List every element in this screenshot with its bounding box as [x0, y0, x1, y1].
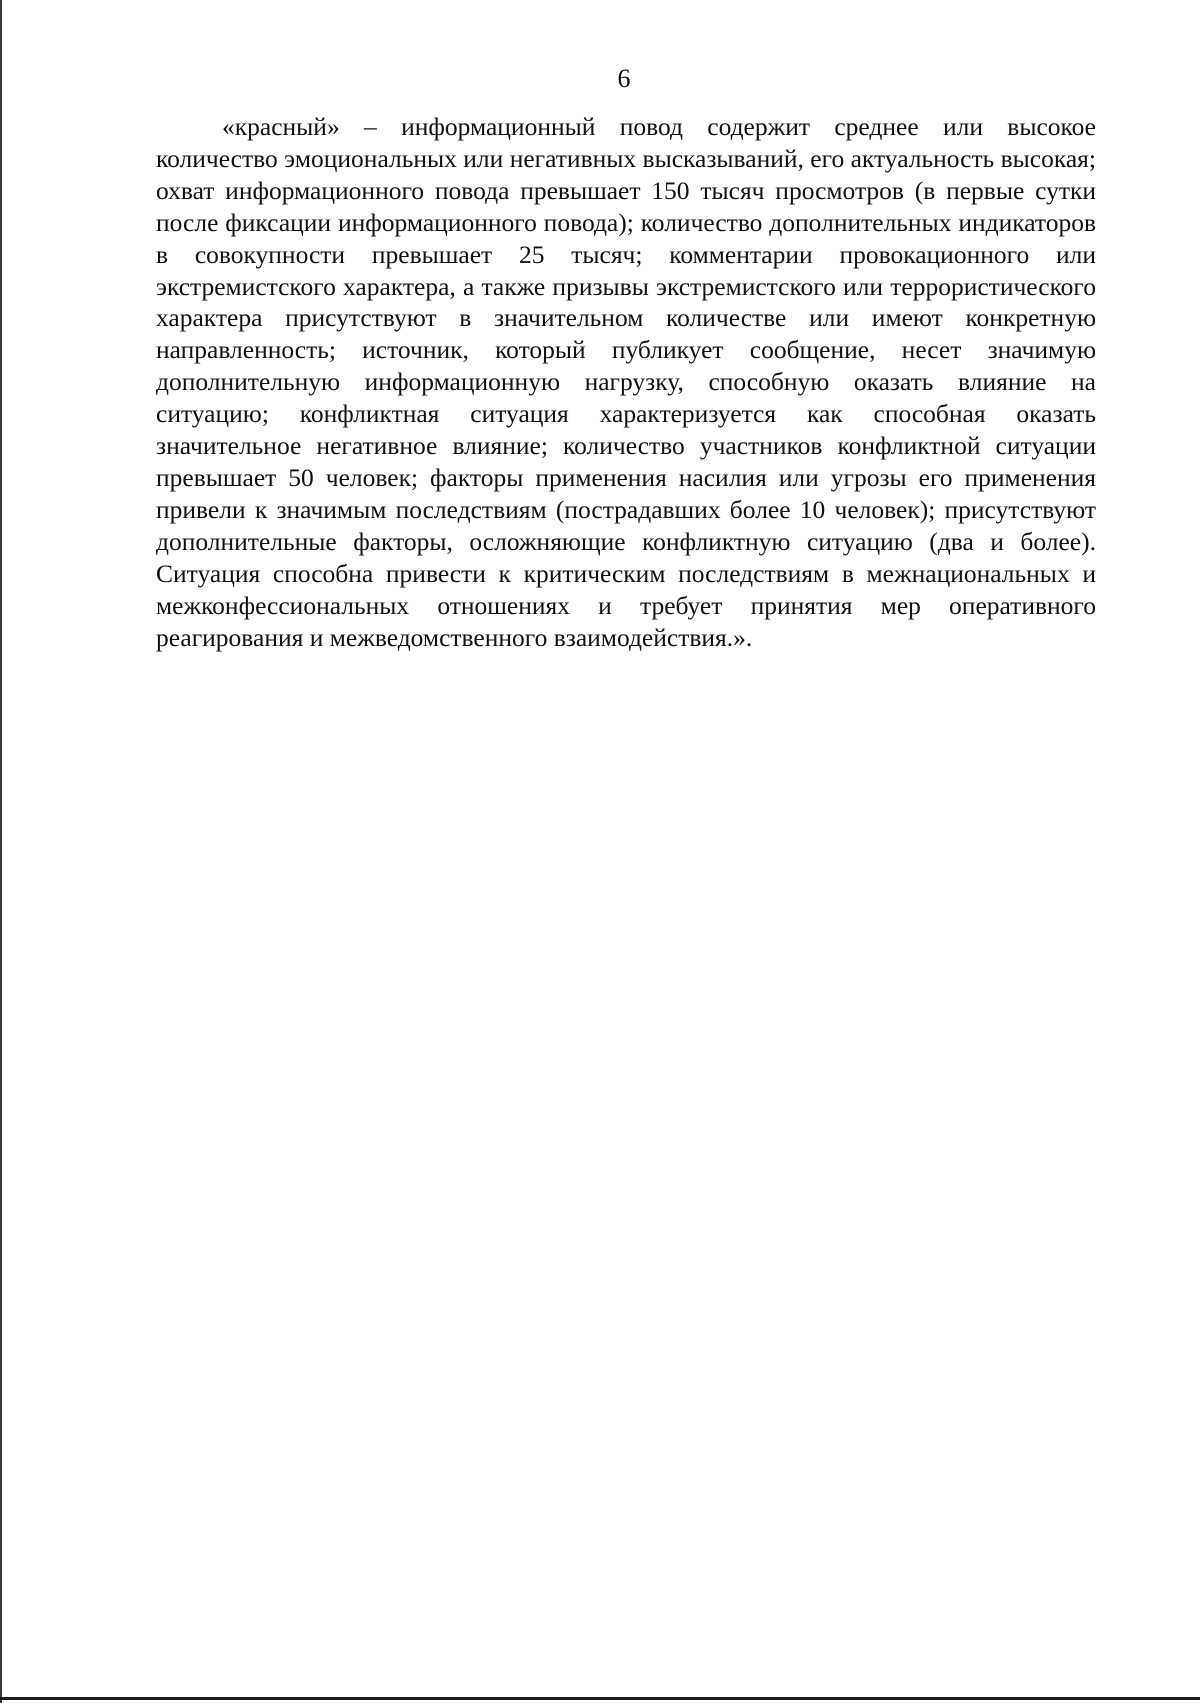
body-paragraph: «красный» – информационный повод содержит среднее или высокое количество эмоциональных или негативных высказываний, его актуальность высокая; охват информационного повода превышает 150 тысяч просмотров (в первые сутки после фиксации информационного повода); количество дополнительных индикаторов в совокупности превышает 25 тысяч; комментарии провокационного или экстремистского характера, а также призывы экстремистского или террористического характера присутствуют в значительном количестве или имеют конкретную направленность; источник, который публикует сообщение, несет значимую дополнительную информационную нагрузку, способную оказать влияние на ситуацию; конфликтная ситуация характеризуется как способная оказать значительное негативное влияние; количество участников конфликтной ситуации превышает 50 человек; факторы применения насилия или угрозы его применения привели к значимым последствиям (пострадавших более 10 человек); присутствуют дополнительные факторы, осложняющие конфликтную ситуацию (два и более). Ситуация способна привести к критическим последствиям в межнациональных и межконфессиональных отношениях и требует принятия мер оперативного реагирования и межведомственного взаимодействия.». [156, 112, 1096, 652]
scan-left-edge [0, 0, 2, 1703]
scan-bottom-edge [0, 1697, 1200, 1700]
page-number: 6 [617, 64, 631, 93]
